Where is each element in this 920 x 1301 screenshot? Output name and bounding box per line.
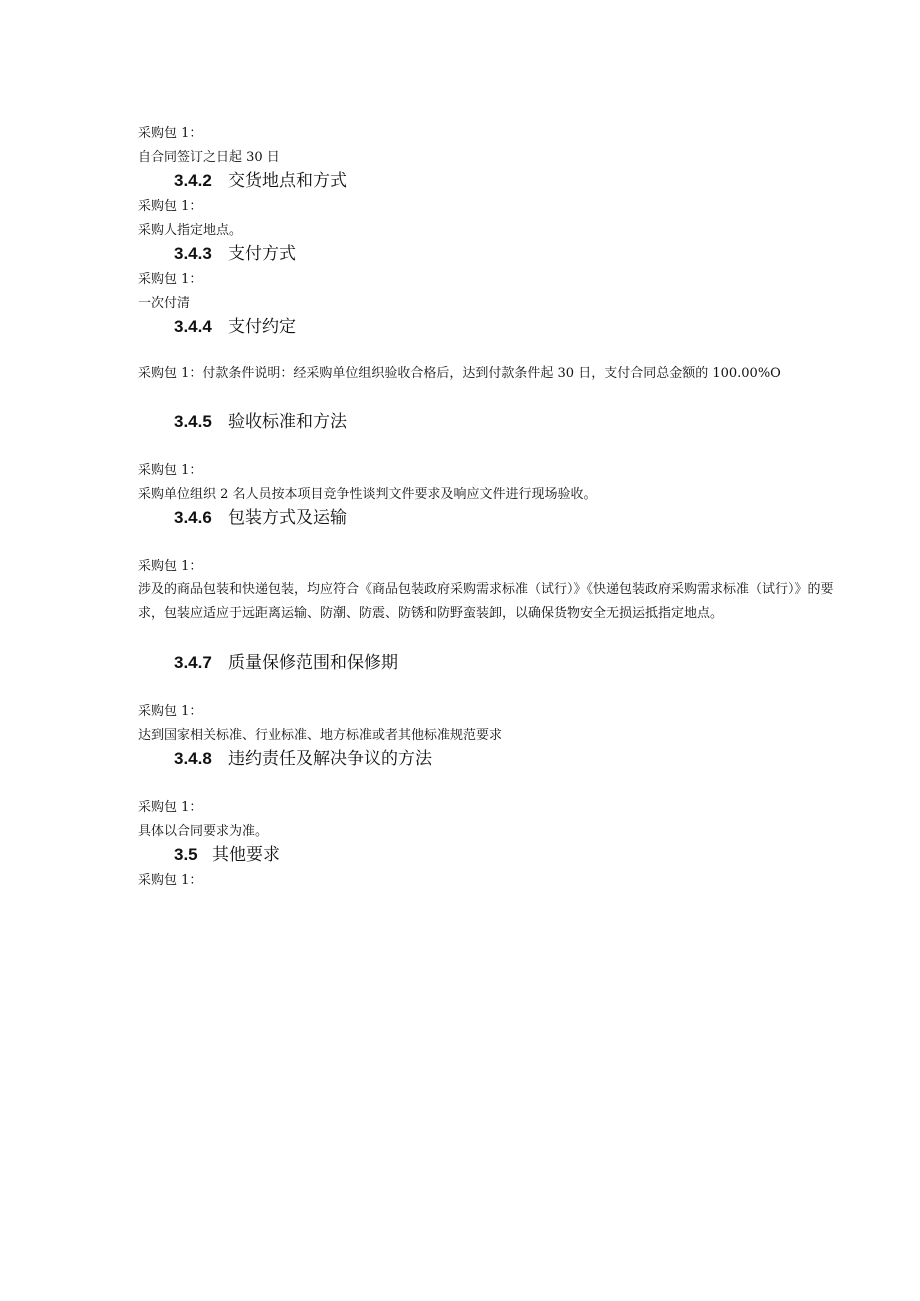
section-title: 支付方式 xyxy=(228,244,296,264)
section-title: 其他要求 xyxy=(212,845,280,865)
section-title: 质量保修范围和保修期 xyxy=(228,653,398,673)
section-title: 验收标准和方法 xyxy=(228,412,347,432)
acceptance-text: 采购单位组织 2 名人员按本项目竞争性谈判文件要求及响应文件进行现场验收。 xyxy=(138,487,597,502)
section-title: 包装方式及运输 xyxy=(228,508,347,528)
package-label: 采购包 1： xyxy=(138,873,203,888)
section-heading-3-4-3 xyxy=(174,243,296,265)
package-label: 采购包 1： xyxy=(138,800,203,815)
section-title: 交货地点和方式 xyxy=(228,171,347,191)
section-title: 支付约定 xyxy=(228,317,296,337)
packaging-text: 涉及的商品包装和快递包装，均应符合《商品包装政府采购需求标准（试行）》《快递包装政府采购需求标准（试行）》的要求，包装应适应于远距离运输、防潮、防震、防锈和防野蛮装卸，以确保货物安全无损运抵指定地点。 xyxy=(138,582,834,621)
section-number: 3.4.7 xyxy=(174,653,212,672)
section-number: 3.4.8 xyxy=(174,749,212,768)
package-label: 采购包 1： xyxy=(138,704,203,719)
warranty-text: 达到国家相关标准、行业标准、地方标准或者其他标准规范要求 xyxy=(138,728,503,743)
package-label: 采购包 1： xyxy=(138,559,203,574)
section-number: 3.4.2 xyxy=(174,171,212,190)
liability-text: 具体以合同要求为准。 xyxy=(138,824,269,839)
section-heading-3-4-5 xyxy=(174,411,347,433)
package-label: 采购包 1： xyxy=(138,199,203,214)
section-heading-3-4-7 xyxy=(174,652,398,674)
payment-method-text: 一次付清 xyxy=(138,296,191,311)
section-number: 3.5 xyxy=(174,845,198,864)
section-heading-3-4-4 xyxy=(174,316,296,338)
delivery-time-text: 自合同签订之日起 30 日 xyxy=(138,150,280,165)
package-label: 采购包 1： xyxy=(138,463,203,478)
section-number: 3.4.5 xyxy=(174,412,212,431)
section-heading-3-4-6 xyxy=(174,507,347,529)
section-title: 违约责任及解决争议的方法 xyxy=(228,749,432,769)
section-number: 3.4.3 xyxy=(174,244,212,263)
section-heading-3-4-2 xyxy=(174,170,347,192)
package-label: 采购包 1： xyxy=(138,126,203,141)
section-heading-3-4-8 xyxy=(174,748,432,770)
section-heading-3-5 xyxy=(174,844,280,866)
section-number: 3.4.4 xyxy=(174,317,212,336)
payment-terms-text: 采购包 1：付款条件说明：经采购单位组织验收合格后，达到付款条件起 30 日，支付合同总金额的 100.00%O xyxy=(138,366,781,381)
section-number: 3.4.6 xyxy=(174,508,212,527)
delivery-location-text: 采购人指定地点。 xyxy=(138,223,243,238)
package-label: 采购包 1： xyxy=(138,272,203,287)
